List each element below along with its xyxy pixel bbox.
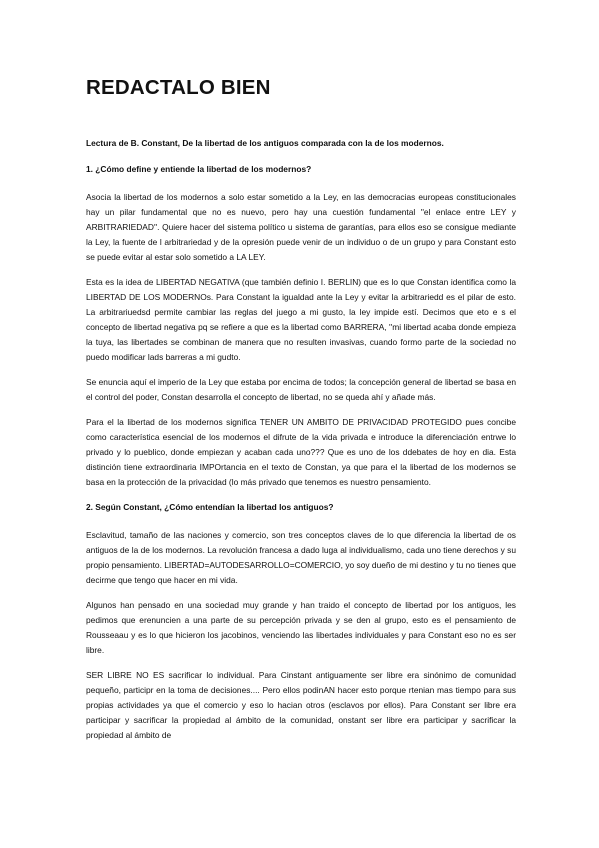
paragraph-1: Asocia la libertad de los modernos a solo estar sometido a la Ley, en las democracias europeas constitucionales hay un pilar fundamental que no es nuevo, pero hay una cuestión fundamental ''el enlace entre LEY y ARBITRARIEDAD''. Quiere hacer del sistema político u sistema de garantías, para ellos eso se consigue mediante la Ley, la fuente de l arbitrariedad y de la opresión puede venir de un individuo o de un grupo y para Constant esto se puede evitar al estar solo sometido a LA LEY.: [86, 192, 516, 262]
document-body: [86, 136, 516, 753]
reading-subtitle: Lectura de B. Constant, De la libertad de los antiguos comparada con la de los modernos.: [86, 138, 444, 148]
paragraph-5: Esclavitud, tamaño de las naciones y comercio, son tres conceptos claves de lo que diferencia la libertad de os antiguos de la de los modernos. La revolución francesa a dado luga al individualismo, cada uno tiene derechos y su propio pensamiento. LIBERTAD=AUTODESARROLLO=COMERCIO, yo soy dueño de mi destino y tu no tienes que decirme que tengo que hacer en mi vida.: [86, 530, 516, 585]
paragraph-3: Se enuncia aquí el imperio de la Ley que estaba por encima de todos; la concepción general de libertad se basa en el control del poder, Constan desarrolla el concepto de libertad, no se queda ahí y añade más.: [86, 377, 516, 402]
document-title: REDACTALO BIEN: [86, 76, 271, 99]
question-2-heading: 2. Según Constant, ¿Cómo entendían la libertad los antiguos?: [86, 502, 334, 512]
paragraph-7: SER LIBRE NO ES sacrificar lo individual. Para Cinstant antiguamente ser libre era sinónimo de comunidad pequeño, participr en la toma de decisiones.... Pero ellos podinAN hacer esto porque rtenian mas tiempo para sus propias actividades ya que el comercio y eso lo hacian otros (esclavos por ellos). Para Constant ser libre era participar y sacrificar la propiedad al ámbito de la comunidad, onstant ser libre era participar y sacrificar la propiedad al ámbito de: [86, 670, 516, 740]
paragraph-2: Esta es la idea de LIBERTAD NEGATIVA (que también definio I. BERLIN) que es lo que Constan identifica como la LIBERTAD DE LOS MODERNOs. Para Constant la igualdad ante la Ley y evitar la arbitrariedd es el pilar de esto. La arbitrariuedsd permite cambiar las reglas del juego a mi gusto, la ley impide estí. Decimos que eto e s el concepto de libertad negativa pq se refiere a que es la libertad como BARRERA, ''mi libertad acaba donde empieza la tuya, las libertades se combinan de manera que no resulten invasivas, cuando formo parte de la sociedad no puedo modificar lads barreras a mi gudto.: [86, 277, 516, 362]
question-1-heading: 1. ¿Cómo define y entiende la libertad de los modernos?: [86, 164, 312, 174]
paragraph-4: Para el la libertad de los modernos significa TENER UN AMBITO DE PRIVACIDAD PROTEGIDO pues concibe como característica esencial de los modernos el difrute de la vida privada e introduce la diferenciación entrwe lo privado y lo pueblico, donde empiezan y acaban cada uno??? Que es uno de los ddebates de hoy en dia. Esta distinción tiene extraordinaria IMPOrtancia en el texto de Constan, ya que para el la libertad de los modernos se basa en la protección de la privacidad (lo más privado que tenemos es nuestro pensamiento.: [86, 417, 516, 487]
paragraph-6: Algunos han pensado en una sociedad muy grande y han traido el concepto de libertad por los antiguos, les pedimos que erenuncien a una parte de su percepción privada y se den al grupo, esto es el pensamiento de Rousseaau y es lo que hicieron los jacobinos, venciendo las libertades individuales y para Constant eso no es ser libre.: [86, 600, 516, 655]
